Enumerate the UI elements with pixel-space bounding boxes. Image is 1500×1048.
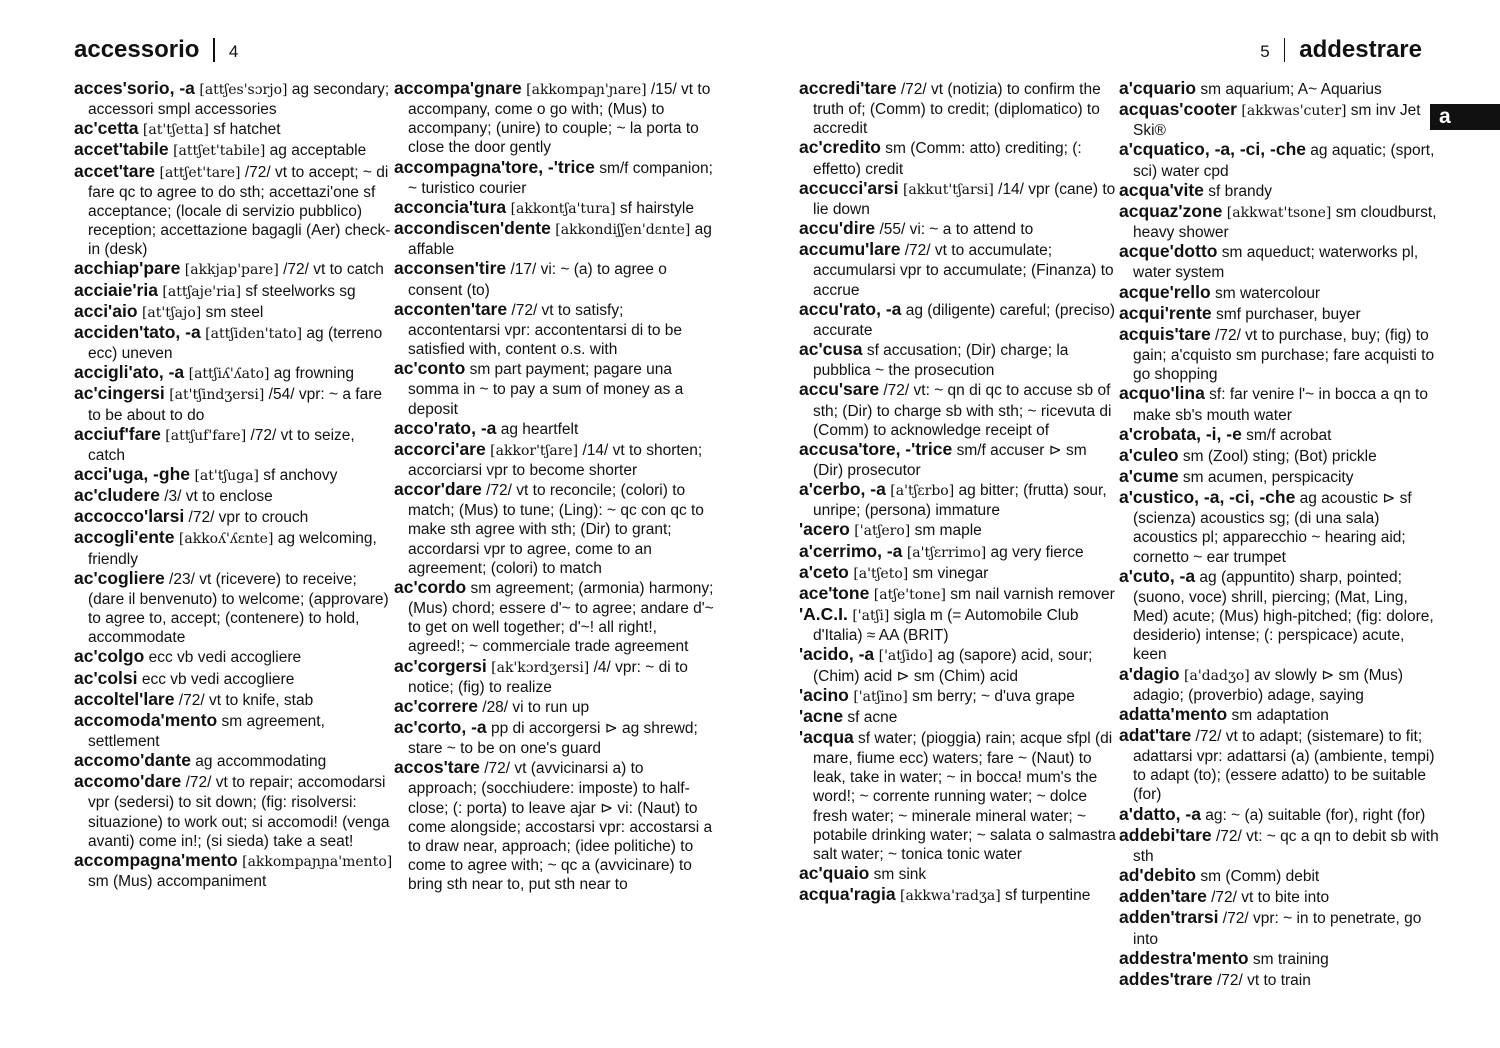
- headword: acci'uga, -ghe: [74, 463, 190, 484]
- dictionary-entry: [799, 885, 1119, 906]
- dictionary-entry: [74, 119, 394, 140]
- headword: accor'dare: [394, 479, 482, 500]
- dictionary-entry: [1119, 100, 1439, 140]
- dictionary-entry: [1119, 705, 1439, 726]
- headword: accomo'dare: [74, 771, 182, 792]
- dictionary-entry: [74, 323, 394, 363]
- pronunciation: ['atʃero]: [849, 523, 911, 540]
- dictionary-entry: [799, 520, 1119, 541]
- headword: a'dagio: [1119, 663, 1180, 684]
- definition: sm part payment; pagare una somma in ~ to pay a sum of money as a deposit: [408, 361, 684, 418]
- dictionary-column-2: [394, 79, 714, 894]
- pronunciation: ['atʃido]: [874, 648, 934, 665]
- definition: /72/ vt (notizia) to confirm the truth of; (Comm) to credit; (diplomatico) to accredit: [813, 81, 1101, 138]
- pronunciation: [a'tʃeto]: [848, 565, 909, 582]
- headword: accet'tabile: [74, 139, 169, 160]
- headword: acque'dotto: [1119, 241, 1218, 262]
- definition: /15/ vt to accompany, come o go with; (Mus) to accompany; (unire) to couple; ~ la porta to close the door gently: [408, 81, 711, 157]
- headword: acqua'ragia: [799, 884, 896, 905]
- definition: /4/ vpr: ~ di to notice; (fig) to realize: [408, 658, 688, 696]
- definition: /72/ vt to knife, stab: [174, 691, 314, 709]
- definition: sm/f companion; ~ turistico courier: [408, 159, 713, 197]
- headword: adatta'mento: [1119, 703, 1228, 724]
- headword: acconten'tare: [394, 298, 508, 319]
- definition: ag very fierce: [986, 543, 1084, 561]
- headword: accredi'tare: [799, 78, 897, 98]
- definition: ag welcoming, friendly: [88, 530, 377, 568]
- definition: sf brandy: [1203, 182, 1272, 200]
- definition: /55/ vi: ~ a to attend to: [875, 221, 1034, 239]
- definition: pp di accorgersi ⊳ ag shrewd; stare ~ to be on one's guard: [408, 720, 698, 758]
- pronunciation: [a'dadʒo]: [1179, 667, 1250, 684]
- definition: /72/ vt (avvicinarsi a) to approach; (socchiudere: imposte) to half-close; (: porta) to leave ajar ⊳ vi: (Naut) to come alongside; accostarsi vpr: accostarsi a to draw near, approach; (idee politiche) to come to agree with; ~ qc a (avvicinare) to bring sth near to, put sth near to: [408, 760, 713, 894]
- headword: accomo'dante: [74, 750, 191, 771]
- pronunciation: [attʃet'tabile]: [168, 143, 266, 160]
- dictionary-entry: [799, 645, 1119, 685]
- dictionary-entry: [74, 140, 394, 161]
- pronunciation: [akkondiʃʃen'dɛnte]: [550, 222, 691, 239]
- definition: /72/ vt to adapt; (sistemare) to fit; adattarsi vpr: adattarsi (a) (ambiente, tempi) to adapt (to); (essere adatto) to be suitable (for): [1133, 728, 1435, 804]
- right-guide-word: addestrare: [1299, 36, 1422, 63]
- headword: ac'cogliere: [74, 567, 165, 588]
- pronunciation: [attʃiden'tato]: [200, 325, 303, 342]
- dictionary-entry: [1119, 425, 1439, 446]
- headword: acces'sorio, -a: [74, 78, 195, 98]
- definition: sm vinegar: [908, 564, 989, 582]
- definition: ag affable: [408, 221, 712, 259]
- definition: sm aqueduct; waterworks pl, water system: [1133, 244, 1419, 282]
- definition: /72/ vt: ~ qn di qc to accuse sb of sth; (Dir) to charge sb with sth; ~ ricevuta di (Comm) to acknowledge receipt of: [813, 382, 1112, 439]
- dictionary-entry: [799, 707, 1119, 728]
- dictionary-entry: [1119, 140, 1439, 180]
- dictionary-entry: [74, 363, 394, 384]
- definition: ecc vb vedi accogliere: [144, 649, 302, 667]
- pronunciation: [akkoʎ'ʎɛnte]: [174, 531, 274, 548]
- definition: sm sink: [869, 866, 927, 884]
- dictionary-entry: [74, 507, 394, 528]
- headword: ac'cusa: [799, 339, 863, 360]
- pronunciation: ['atʃi]: [847, 608, 890, 625]
- dictionary-entry: [74, 259, 394, 280]
- dictionary-entry: [1119, 949, 1439, 970]
- headword: accu'sare: [799, 379, 880, 400]
- definition: /72/ vt to accumulate; accumularsi vpr to accumulate; (Finanza) to accrue: [813, 242, 1114, 299]
- definition: /14/ vt to shorten; accorciarsi vpr to become shorter: [408, 441, 703, 479]
- headword: ac'cingersi: [74, 383, 165, 404]
- pronunciation: [attʃes'sɔrjo]: [194, 82, 288, 98]
- left-page-header: [74, 36, 238, 64]
- pronunciation: [atʃe'tone]: [869, 586, 946, 603]
- dictionary-entry: [1119, 242, 1439, 282]
- dictionary-entry: [1119, 181, 1439, 202]
- headword: accucci'arsi: [799, 177, 899, 198]
- definition: sm maple: [910, 522, 982, 540]
- pronunciation: [attʃuf'fare]: [160, 427, 247, 444]
- dictionary-entry: [74, 486, 394, 507]
- definition: ag (terreno ecc) uneven: [88, 324, 383, 363]
- dictionary-entry: [74, 751, 394, 772]
- dictionary-entry: [1119, 79, 1439, 100]
- dictionary-entry: [799, 542, 1119, 563]
- headword: acqua'vite: [1119, 179, 1204, 200]
- dictionary-entry: [799, 138, 1119, 178]
- dictionary-entry: [1119, 665, 1439, 705]
- definition: sf steelworks sg: [241, 282, 356, 300]
- headword: ac'cordo: [394, 576, 467, 597]
- headword: acchiap'pare: [74, 258, 181, 279]
- dictionary-entry: [394, 219, 714, 259]
- definition: ag aquatic; (sport, sci) water cpd: [1133, 142, 1435, 180]
- definition: /72/ vt to train: [1212, 971, 1311, 989]
- pronunciation: [attʃet'tare]: [155, 164, 241, 181]
- dictionary-entry: [394, 718, 714, 758]
- dictionary-entry: [394, 440, 714, 480]
- dictionary-entry: [799, 79, 1119, 138]
- pronunciation: [ak'kɔrdʒersi]: [486, 659, 590, 676]
- definition: /72/ vt: ~ qc a qn to debit sb with sth: [1133, 827, 1439, 865]
- definition: sf hatchet: [209, 121, 281, 139]
- headword: acciuf'fare: [74, 423, 161, 444]
- headword: accusa'tore, -'trice: [799, 438, 953, 459]
- headword: 'acido, -a: [799, 644, 875, 665]
- dictionary-entry: [1119, 826, 1439, 866]
- definition: ag (sapore) acid, sour; (Chim) acid ⊳ sm (Chim) acid: [813, 647, 1093, 685]
- dictionary-entry: [1119, 908, 1439, 948]
- headword: a'ceto: [799, 561, 849, 582]
- dictionary-entry: [799, 219, 1119, 240]
- headword: acquis'tare: [1119, 323, 1211, 344]
- pronunciation: [at'tʃindʒersi]: [164, 387, 265, 404]
- definition: sm (Comm: atto) crediting; (: effetto) credit: [813, 140, 1082, 178]
- pronunciation: [akkwas'cuter]: [1236, 103, 1347, 120]
- headword: addes'trare: [1119, 968, 1213, 989]
- headword: adat'tare: [1119, 725, 1192, 745]
- dictionary-entry: [394, 697, 714, 718]
- dictionary-entry: [799, 686, 1119, 707]
- definition: sf water; (pioggia) rain; acque sfpl (di mare, fiume ecc) waters; fare ~ (Naut) to leak, take in water; ~ in bocca! mum's the word!; ~ corrente running water; ~ dolce fresh water; ~ minerale mineral water; ~ potabile drinking water; ~ salata o salmastra salt water; ~ tonica tonic water: [813, 730, 1116, 863]
- headword: a'crobata, -i, -e: [1119, 423, 1242, 444]
- dictionary-column-4: [1119, 79, 1439, 991]
- right-page-number: 5: [1260, 42, 1270, 61]
- pronunciation: [akkut'tʃarsi]: [898, 181, 994, 198]
- dictionary-entry: [1119, 283, 1439, 304]
- headword: a'cuto, -a: [1119, 565, 1196, 586]
- definition: /72/ vt to bite into: [1206, 889, 1330, 907]
- pronunciation: [attʃiʎ'ʎato]: [184, 366, 270, 383]
- dictionary-entry: [74, 528, 394, 568]
- headword: ac'corgersi: [394, 655, 487, 676]
- pronunciation: [at'tʃetta]: [138, 122, 209, 139]
- definition: sm inv Jet Ski®: [1133, 102, 1421, 140]
- pronunciation: [akkor'tʃare]: [485, 442, 579, 459]
- pronunciation: ['atʃino]: [848, 688, 908, 705]
- headword: acquas'cooter: [1119, 99, 1237, 120]
- headword: 'acero: [799, 519, 850, 540]
- definition: /72/ vpr: ~ in to penetrate, go into: [1133, 910, 1422, 948]
- definition: ag frowning: [269, 365, 354, 383]
- definition: /72/ vt to satisfy; accontentarsi vpr: accontentarsi di to be satisfied with, content o.s. with: [408, 301, 682, 359]
- pronunciation: [akkjap'pare]: [180, 262, 279, 279]
- dictionary-entry: [74, 711, 394, 751]
- dictionary-entry: [799, 340, 1119, 380]
- definition: ag acoustic ⊳ sf (scienza) acoustics sg; (di una sala) acoustics pl; apparecchio ~ hearing aid; cornetto ~ ear trumpet: [1133, 490, 1412, 566]
- definition: sm acumen, perspicacity: [1178, 468, 1354, 486]
- headword: accigli'ato, -a: [74, 362, 185, 383]
- pronunciation: [akkompaɲ'ɲare]: [521, 82, 647, 98]
- definition: /54/ vpr: ~ a fare to be about to do: [88, 386, 382, 424]
- headword: a'custico, -a, -ci, -che: [1119, 487, 1296, 508]
- pronunciation: [at'tʃajo]: [137, 304, 202, 321]
- dictionary-entry: [799, 728, 1119, 864]
- headword: ac'correre: [394, 695, 478, 716]
- headword: ac'colgo: [74, 646, 145, 667]
- definition: sm/f accuser ⊳ sm (Dir) prosecutor: [813, 441, 1087, 479]
- dictionary-entry: [74, 79, 394, 119]
- headword: ac'conto: [394, 358, 466, 379]
- headword: addebi'tare: [1119, 824, 1212, 845]
- headword: a'cquario: [1119, 78, 1197, 98]
- dictionary-entry: [394, 300, 714, 359]
- definition: sm berry; ~ d'uva grape: [907, 687, 1075, 705]
- dictionary-entry: [1119, 304, 1439, 325]
- definition: /72/ vpr to crouch: [184, 509, 309, 527]
- dictionary-entry: [799, 179, 1119, 219]
- definition: sm agreement; (armonia) harmony; (Mus) chord; essere d'~ to agree; andare d'~ to get on well together; d'~! all right!, agreed!; ~ commerciale trade agreement: [408, 579, 714, 656]
- definition: sm (Zool) sting; (Bot) prickle: [1178, 447, 1377, 465]
- definition: ag accommodating: [190, 753, 327, 771]
- pronunciation: [akkontʃa'tura]: [506, 200, 616, 217]
- definition: sf hairstyle: [615, 199, 694, 217]
- dictionary-entry: [74, 647, 394, 668]
- definition: sm aquarium; A~ Aquarius: [1196, 81, 1382, 98]
- headword: a'cerbo, -a: [799, 479, 886, 500]
- headword: addestra'mento: [1119, 947, 1249, 968]
- dictionary-entry: [1119, 467, 1439, 488]
- definition: sf: far venire l'~ in bocca a qn to make sb's mouth water: [1133, 386, 1428, 424]
- headword: acque'rello: [1119, 281, 1211, 302]
- dictionary-column-3: [799, 79, 1119, 906]
- pronunciation: [akkompaɲɲa'mento]: [237, 853, 393, 870]
- dictionary-entry: [74, 690, 394, 711]
- definition: sm (Comm) debit: [1196, 868, 1320, 886]
- dictionary-entry: [74, 425, 394, 465]
- pronunciation: [a'tʃɛrrimo]: [902, 544, 987, 561]
- headword: ac'credito: [799, 137, 881, 158]
- dictionary-entry: [799, 380, 1119, 439]
- dictionary-entry: [799, 584, 1119, 605]
- dictionary-entry: [394, 79, 714, 158]
- definition: ecc vb vedi accogliere: [137, 670, 295, 688]
- headword: accocco'larsi: [74, 506, 185, 527]
- headword: ac'cludere: [74, 485, 160, 506]
- headword: accu'dire: [799, 218, 876, 239]
- dictionary-entry: [74, 569, 394, 648]
- headword: accu'rato, -a: [799, 298, 902, 319]
- headword: a'cume: [1119, 465, 1179, 486]
- dictionary-column-1: [74, 79, 394, 891]
- dictionary-entry: [394, 359, 714, 418]
- dictionary-entry: [74, 851, 394, 891]
- headword: acconsen'tire: [394, 258, 507, 279]
- dictionary-entry: [394, 758, 714, 894]
- dictionary-entry: [74, 772, 394, 851]
- headword: accorci'are: [394, 438, 486, 459]
- headword: ad'debito: [1119, 865, 1197, 886]
- headword: acqui'rente: [1119, 302, 1212, 323]
- dictionary-entry: [1119, 567, 1439, 665]
- dictionary-entry: [74, 281, 394, 302]
- definition: /72/ vt to reconcile; (colori) to match; (Mus) to tune; (Ling): ~ qc con qc to make sth agree with sth; (Dir) to grant; accordarsi vpr to agree, come to an agreement; (colori) to match: [408, 482, 704, 577]
- definition: sf anchovy: [258, 466, 338, 484]
- pronunciation: [attʃaje'ria]: [157, 283, 242, 300]
- headword: ac'corto, -a: [394, 717, 487, 737]
- definition: /72/ vt to accept; ~ di fare qc to agree to do sth; accettazi'one sf acceptance; (locale di servizio pubblico) reception; accettazione bagagli (Aer) check-in (desk): [88, 163, 391, 259]
- dictionary-entry: [799, 563, 1119, 584]
- definition: ag heartfelt: [496, 420, 579, 438]
- definition: sm adaptation: [1227, 706, 1329, 724]
- headword: accondiscen'dente: [394, 218, 551, 239]
- definition: sf acne: [843, 708, 898, 726]
- definition: sm nail varnish remover: [945, 585, 1115, 603]
- dictionary-entry: [1119, 446, 1439, 467]
- headword: 'acino: [799, 684, 849, 705]
- definition: sm agreement, settlement: [88, 712, 325, 750]
- dictionary-entry: [799, 480, 1119, 520]
- headword: acquaz'zone: [1119, 200, 1223, 221]
- definition: /28/ vi to run up: [477, 698, 590, 716]
- headword: acci'aio: [74, 300, 138, 321]
- pronunciation: [akkwat'tsone]: [1222, 204, 1332, 221]
- definition: sm (Mus) accompaniment: [88, 873, 267, 891]
- definition: sm watercolour: [1210, 284, 1321, 302]
- definition: /3/ vt to enclose: [159, 488, 273, 506]
- definition: sf accusation; (Dir) charge; la pubblica ~ the prosecution: [813, 342, 1069, 380]
- headword: acciden'tato, -a: [74, 321, 201, 342]
- headword: a'culeo: [1119, 444, 1179, 465]
- headword: accoltel'lare: [74, 688, 175, 709]
- headword: acciaie'ria: [74, 279, 158, 300]
- dictionary-entry: [394, 419, 714, 440]
- headword: acquo'lina: [1119, 383, 1205, 404]
- definition: /72/ vt to seize, catch: [88, 426, 355, 464]
- left-guide-word: accessorio: [74, 36, 200, 63]
- headword: a'datto, -a: [1119, 803, 1201, 824]
- dictionary-entry: [799, 240, 1119, 299]
- dictionary-entry: [799, 864, 1119, 885]
- dictionary-entry: [1119, 866, 1439, 887]
- headword: accet'tare: [74, 160, 156, 181]
- headword: a'cerrimo, -a: [799, 540, 903, 561]
- definition: sm steel: [201, 303, 264, 321]
- definition: ag bitter; (frutta) sour, unripe; (persona) immature: [813, 482, 1107, 520]
- dictionary-entry: [1119, 970, 1439, 991]
- definition: sm cloudburst, heavy shower: [1133, 203, 1437, 242]
- definition: ag: ~ (a) suitable (for), right (for): [1200, 806, 1426, 824]
- pronunciation: [a'tʃɛrbo]: [885, 483, 955, 500]
- headword: acconcia'tura: [394, 196, 507, 217]
- headword: 'acne: [799, 705, 844, 726]
- dictionary-entry: [74, 669, 394, 690]
- definition: /17/ vi: ~ (a) to agree o consent (to): [408, 261, 667, 299]
- dictionary-entry: [74, 162, 394, 260]
- pronunciation: [akkwa'radʒa]: [895, 888, 1001, 905]
- dictionary-entry: [1119, 202, 1439, 242]
- headword: 'acqua: [799, 727, 854, 747]
- dictionary-entry: [1119, 325, 1439, 384]
- dictionary-entry: [1119, 887, 1439, 908]
- headword: adden'tare: [1119, 886, 1207, 907]
- dictionary-entry: [799, 300, 1119, 340]
- dictionary-entry: [1119, 805, 1439, 826]
- dictionary-entry: [394, 480, 714, 578]
- dictionary-entry: [394, 578, 714, 657]
- thumb-index-tab: a: [1430, 104, 1500, 130]
- dictionary-entry: [1119, 488, 1439, 567]
- headword: accompagna'tore, -'trice: [394, 156, 595, 177]
- definition: ag (diligente) careful; (preciso) accurate: [813, 301, 1116, 339]
- headword: 'A.C.I.: [799, 604, 848, 625]
- headword: a'cquatico, -a, -ci, -che: [1119, 139, 1306, 160]
- dictionary-entry: [394, 158, 714, 198]
- definition: /72/ vt to catch: [278, 261, 384, 279]
- dictionary-entry: [74, 384, 394, 424]
- definition: /14/ vpr (cane) to lie down: [813, 180, 1116, 218]
- definition: /72/ vt to repair; accomodarsi vpr (sedersi) to sit down; (fig: risolversi: situazione) to work out; si accomodi! (venga avanti) come in!; (si sieda) take a seat!: [88, 774, 390, 850]
- dictionary-entry: [799, 440, 1119, 480]
- headword: ac'quaio: [799, 863, 870, 884]
- right-header-divider: [1284, 38, 1286, 62]
- definition: ag acceptable: [265, 142, 367, 160]
- dictionary-entry: [799, 605, 1119, 645]
- headword: ac'colsi: [74, 667, 138, 688]
- dictionary-entry: [394, 657, 714, 697]
- definition: sigla m (= Automobile Club d'Italia) ≈ AA (BRIT): [813, 607, 1079, 645]
- dictionary-entry: [394, 259, 714, 299]
- definition: av slowly ⊳ sm (Mus) adagio; (proverbio) adage, saying: [1133, 666, 1404, 704]
- headword: accos'tare: [394, 757, 480, 778]
- right-page-header: [1260, 36, 1422, 64]
- headword: adden'trarsi: [1119, 907, 1219, 928]
- definition: sf turpentine: [1000, 887, 1091, 905]
- definition: /23/ vt (ricevere) to receive; (dare il benvenuto) to welcome; (approvare) to agree to, accept; (contenere) to hold, accommodate: [88, 570, 389, 647]
- dictionary-entry: [1119, 726, 1439, 805]
- left-header-divider: [213, 38, 215, 62]
- definition: smf purchaser, buyer: [1211, 305, 1361, 323]
- definition: ag (appuntito) sharp, pointed; (suono, voce) shrill, piercing; (Mat, Ling, Med) acute; (Mus) high-pitched; (fig: dolore, desiderio) intense; (: perspicace) acute, keen: [1133, 568, 1434, 664]
- dictionary-entry: [394, 198, 714, 219]
- dictionary-entry: [74, 465, 394, 486]
- headword: accomoda'mento: [74, 709, 218, 730]
- dictionary-entry: [74, 302, 394, 323]
- headword: acco'rato, -a: [394, 417, 497, 438]
- headword: accumu'lare: [799, 239, 901, 260]
- definition: sm/f acrobat: [1241, 426, 1332, 444]
- pronunciation: [at'tʃuga]: [190, 467, 259, 484]
- definition: /72/ vt to purchase, buy; (fig) to gain; a'cquisto sm purchase; fare acquisti to go shopping: [1133, 326, 1435, 384]
- headword: accompagna'mento: [74, 849, 238, 870]
- left-page-number: 4: [228, 42, 239, 61]
- headword: accogli'ente: [74, 527, 175, 548]
- dictionary-entry: [1119, 384, 1439, 424]
- definition: sm training: [1248, 950, 1329, 968]
- headword: ace'tone: [799, 582, 870, 603]
- headword: ac'cetta: [74, 118, 139, 139]
- headword: accompa'gnare: [394, 78, 522, 98]
- definition: ag secondary; accessori smpl accessories: [88, 81, 390, 119]
